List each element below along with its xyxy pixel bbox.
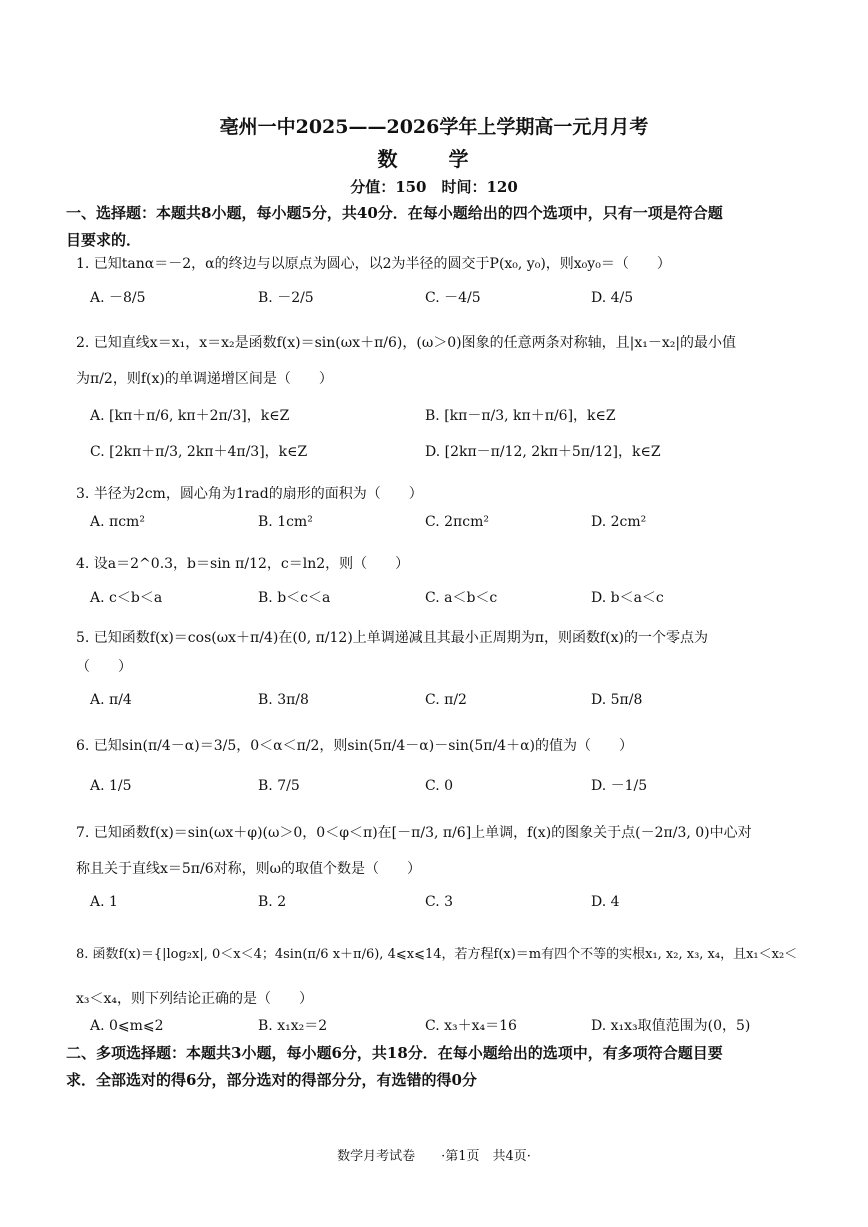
q8-option-c: C. x₃＋x₄＝16	[425, 1018, 517, 1034]
q2-option-b: B. [kπ－π/3, kπ＋π/6]，k∈Z	[425, 408, 616, 424]
q7-option-c: C. 3	[425, 894, 454, 910]
question-5-stem-line2: （ ）	[76, 659, 132, 675]
q1-option-d: D. 4/5	[591, 290, 634, 306]
q4-option-c: C. a＜b＜c	[425, 590, 498, 606]
q7-option-d: D. 4	[591, 894, 620, 910]
q6-option-d: D. －1/5	[591, 778, 648, 794]
question-8-stem-line1: 8. 函数f(x)＝{|log₂x|, 0＜x＜4；4sin(π/6 x＋π/6), 4⩽x⩽14，若方程f(x)＝m有四个不等的实根x₁, x₂, x₃, x₄，且x₁＜x₂＜	[76, 947, 798, 962]
q6-option-b: B. 7/5	[258, 778, 300, 794]
q5-option-c: C. π/2	[425, 692, 467, 708]
question-2-stem-line1: 2. 已知直线x＝x₁，x＝x₂是函数f(x)＝sin(ωx＋π/6)，(ω＞0)图象的任意两条对称轴，且|x₁－x₂|的最小值	[76, 335, 737, 351]
question-3-stem: 3. 半径为2cm，圆心角为1rad的扇形的面积为（ ）	[76, 486, 423, 502]
exam-title: 亳州一中2025——2026学年上学期高一元月月考	[219, 116, 649, 138]
question-4-stem: 4. 设a＝2^0.3，b＝sin π/12，c＝ln2，则（ ）	[76, 556, 410, 572]
question-7-stem-line1: 7. 已知函数f(x)＝sin(ωx＋φ)(ω＞0，0＜φ＜π)在[－π/3, π/6]上单调，f(x)的图象关于点(－2π/3, 0)中心对	[76, 825, 752, 841]
q1-option-b: B. －2/5	[258, 290, 314, 306]
score-time-info: 分值：150 时间：120	[350, 178, 518, 196]
q3-option-d: D. 2cm²	[591, 514, 647, 530]
page-footer: 数学月考试卷 ·第1页 共4页·	[337, 1149, 531, 1164]
section2-heading: 二、多项选择题：本题共3小题，每小题6分，共18分．在每小题给出的选项中，有多项符合题目要 求．全部选对的得6分，部分选对的得部分分，有选错的得0分	[66, 1044, 723, 1089]
q3-option-c: C. 2πcm²	[425, 514, 489, 530]
q7-option-b: B. 2	[258, 894, 287, 910]
q5-option-d: D. 5π/8	[591, 692, 643, 708]
q4-option-a: A. c＜b＜a	[90, 590, 163, 606]
q1-option-a: A. －8/5	[90, 290, 146, 306]
q2-option-c: C. [2kπ＋π/3, 2kπ＋4π/3]，k∈Z	[90, 444, 308, 460]
question-2-stem-line2: 为π/2，则f(x)的单调递增区间是（ ）	[76, 371, 333, 387]
q3-option-a: A. πcm²	[90, 514, 145, 530]
q7-option-a: A. 1	[90, 894, 118, 910]
q2-option-d: D. [2kπ－π/12, 2kπ＋5π/12]，k∈Z	[425, 444, 661, 460]
q5-option-a: A. π/4	[90, 692, 132, 708]
q4-option-b: B. b＜c＜a	[258, 590, 331, 606]
q8-option-a: A. 0⩽m⩽2	[90, 1018, 164, 1034]
question-7-stem-line2: 称且关于直线x＝5π/6对称，则ω的取值个数是（ ）	[76, 861, 422, 877]
q6-option-c: C. 0	[425, 778, 454, 794]
q2-option-a: A. [kπ＋π/6, kπ＋2π/3]，k∈Z	[90, 408, 290, 424]
section1-heading: 一、选择题：本题共8小题，每小题5分，共40分．在每小题给出的四个选项中，只有一项是符合题 目要求的．	[66, 204, 723, 249]
question-1-stem: 1. 已知tanα＝－2，α的终边与以原点为圆心，以2为半径的圆交于P(x₀, y₀)，则x₀y₀＝（ ）	[76, 256, 671, 272]
q6-option-a: A. 1/5	[90, 778, 132, 794]
question-8-stem-line2: x₃＜x₄，则下列结论正确的是（ ）	[76, 991, 314, 1007]
subject-title: 数 学	[377, 147, 491, 171]
q1-option-c: C. －4/5	[425, 290, 481, 306]
q4-option-d: D. b＜a＜c	[591, 590, 664, 606]
q5-option-b: B. 3π/8	[258, 692, 309, 708]
q8-option-b: B. x₁x₂＝2	[258, 1018, 328, 1034]
q3-option-b: B. 1cm²	[258, 514, 313, 530]
q8-option-d: D. x₁x₃取值范围为(0，5)	[591, 1018, 751, 1034]
question-6-stem: 6. 已知sin(π/4－α)＝3/5，0＜α＜π/2，则sin(5π/4－α)－sin(5π/4＋α)的值为（ ）	[76, 738, 633, 754]
question-5-stem-line1: 5. 已知函数f(x)＝cos(ωx＋π/4)在(0, π/12)上单调递减且其最小正周期为π，则函数f(x)的一个零点为	[76, 630, 708, 646]
